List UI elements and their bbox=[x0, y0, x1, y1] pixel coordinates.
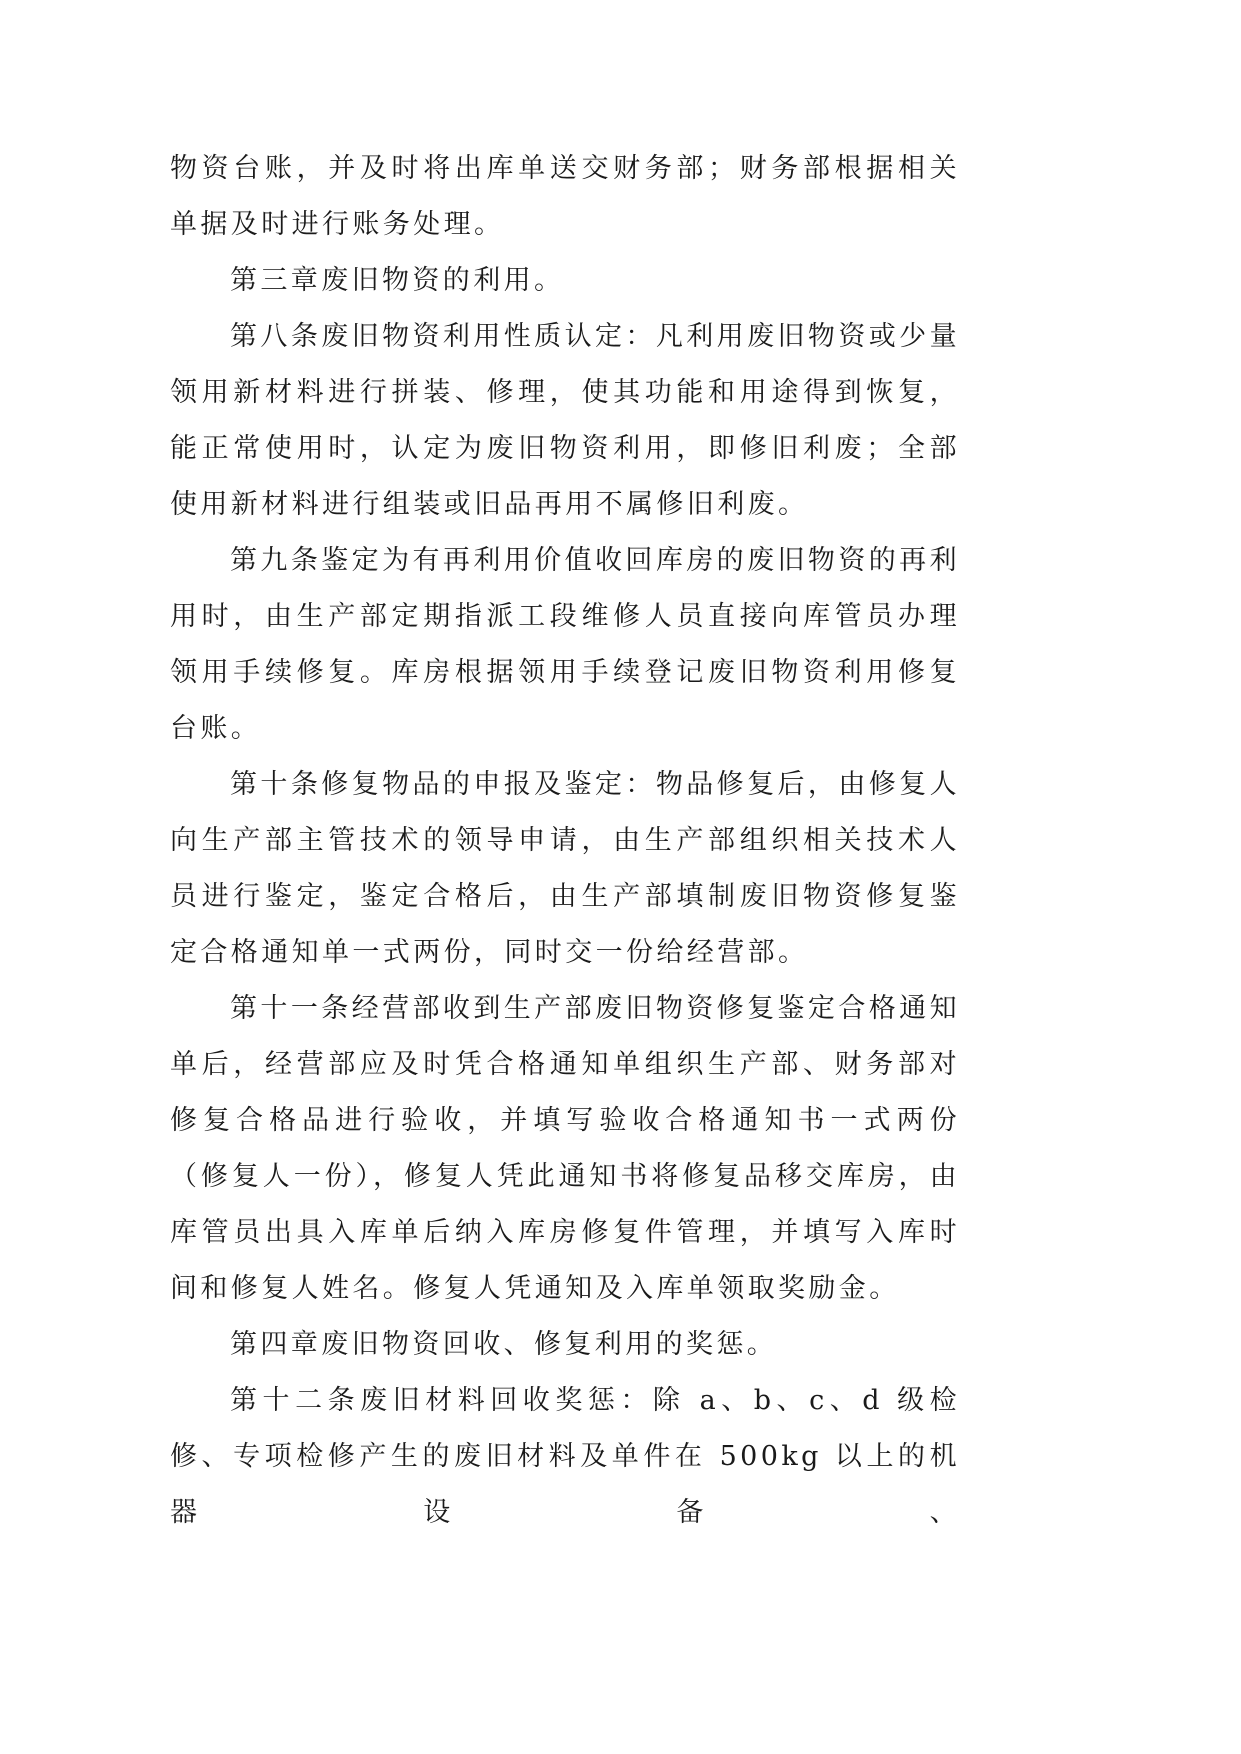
article-10-paragraph: 第十条修复物品的申报及鉴定：物品修复后，由修复人向生产部主管技术的领导申请，由生产部组织相关技术人员进行鉴定，鉴定合格后，由生产部填制废旧物资修复鉴定合格通知单一式两份，同时交一份给经营部。 bbox=[170, 769, 960, 968]
article-11-paragraph: 第十一条经营部收到生产部废旧物资修复鉴定合格通知单后，经营部应及时凭合格通知单组织生产部、财务部对修复合格品进行验收，并填写验收合格通知书一式两份（修复人一份），修复人凭此通知书将修复品移交库房，由库管员出具入库单后纳入库房修复件管理，并填写入库时间和修复人姓名。修复人凭通知及入库单领取奖励金。 bbox=[170, 993, 960, 1304]
article-9-paragraph: 第九条鉴定为有再利用价值收回库房的废旧物资的再利用时，由生产部定期指派工段维修人员直接向库管员办理领用手续修复。库房根据领用手续登记废旧物资利用修复台账。 bbox=[170, 545, 960, 744]
chapter-3-heading: 第三章废旧物资的利用。 bbox=[230, 265, 565, 296]
article-12-paragraph: 第十二条废旧材料回收奖惩：除 a、b、c、d 级检修、专项检修产生的废旧材料及单件在 500kg 以上的机器设备、 bbox=[170, 1385, 960, 1528]
paragraph-continuation: 物资台账，并及时将出库单送交财务部；财务部根据相关单据及时进行账务处理。 bbox=[170, 153, 960, 240]
document-body bbox=[170, 141, 960, 1541]
chapter-4-heading: 第四章废旧物资回收、修复利用的奖惩。 bbox=[230, 1329, 778, 1360]
article-8-paragraph: 第八条废旧物资利用性质认定：凡利用废旧物资或少量领用新材料进行拼装、修理，使其功能和用途得到恢复，能正常使用时，认定为废旧物资利用，即修旧利废；全部使用新材料进行组装或旧品再用不属修旧利废。 bbox=[170, 321, 960, 520]
